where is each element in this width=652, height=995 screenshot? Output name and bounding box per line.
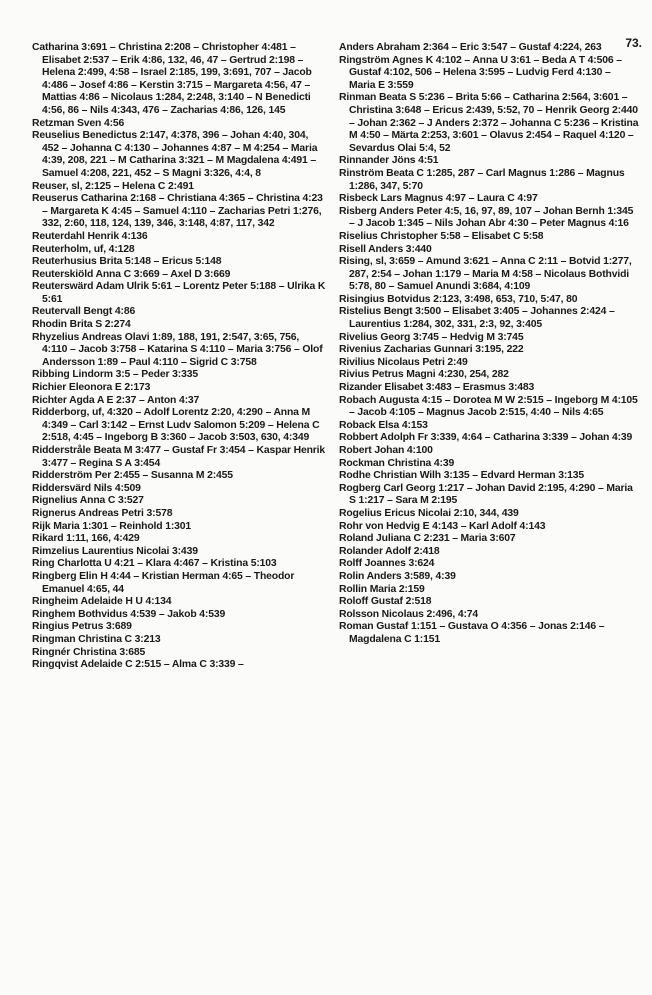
index-entry: Rohr von Hedvig E 4:143 – Karl Adolf 4:143 — [339, 520, 546, 532]
index-entry: Roland Juliana C 2:231 – Maria 3:607 — [339, 533, 516, 545]
index-entry: Roman Gustaf 1:151 – Gustava O 4:356 – Jonas 2:146 – Magdalena C 1:151 — [339, 621, 605, 645]
index-entry: Robbert Adolph Fr 3:339, 4:64 – Catharina 3:339 – Johan 4:39 — [339, 432, 633, 444]
index-entry: Reuselius Benedictus 2:147, 4:378, 396 – Johan 4:40, 304, 452 – Johanna C 4:130 – Johannes 4:87 – M 4:254 – Maria 4:39, 208, 221 – M Catharina 3:321 – M Magdalena 4:491 – Samuel 4:208, 221, 452 – S Magni 3:326, 4:4, 8 — [32, 130, 318, 179]
page-number: 73. — [625, 36, 642, 50]
index-entry: Reuterholm, uf, 4:128 — [32, 243, 135, 255]
index-entry: Rockman Christina 4:39 — [339, 457, 455, 469]
index-entry: Rogberg Carl Georg 1:217 – Johan David 2:195, 4:290 – Maria S 1:217 – Sara M 2:195 — [339, 482, 633, 507]
index-entry: Rhodin Brita S 2:274 — [32, 319, 131, 331]
index-entry: Rinnander Jöns 4:51 — [339, 155, 439, 167]
index-entry: Reuserus Catharina 2:168 – Christiana 4:365 – Christina 4:23 – Margareta K 4:45 – Samuel 4:110 – Zacharias Petri 1:276, 332, 2:60, 118, 124, 139, 346, 3:148, 4:87, 117, 342 — [32, 193, 323, 230]
index-entry: Risingius Botvidus 2:123, 3:498, 653, 710, 5:47, 80 — [339, 293, 578, 305]
index-entry: Ridderström Per 2:455 – Susanna M 2:455 — [32, 470, 233, 482]
index-entry: Reuterswärd Adam Ulrik 5:61 – Lorentz Peter 5:188 – Ulrika K 5:61 — [32, 281, 326, 305]
index-entry: Riselius Christopher 5:58 – Elisabet C 5:58 — [339, 230, 544, 242]
index-entry: Rodhe Christian Wilh 3:135 – Edvard Herman 3:135 — [339, 470, 585, 482]
index-entry: Ristelius Bengt 3:500 – Elisabet 3:405 – Johannes 2:424 – Laurentius 1:284, 302, 331, 2:3, 92, 3:405 — [339, 306, 615, 331]
index-entry: Rivenius Zacharias Gunnari 3:195, 222 — [339, 344, 524, 356]
index-entry: Riddersvärd Nils 4:509 — [32, 482, 141, 494]
index-entry: Risberg Anders Peter 4:5, 16, 97, 89, 107 – Johan Bernh 1:345 – J Jacob 1:345 – Nils Johan Abr 4:30 – Peter Magnus 4:16 — [339, 205, 634, 230]
index-entry: Risbeck Lars Magnus 4:97 – Laura C 4:97 — [339, 193, 538, 205]
index-entry: Risell Anders 3:440 — [339, 243, 432, 255]
index-entry: Richier Eleonora E 2:173 — [32, 382, 151, 394]
index-entry: Reuterdahl Henrik 4:136 — [32, 230, 148, 242]
index-entry: Ringman Christina C 3:213 — [32, 633, 161, 645]
index-entry: Richter Agda A E 2:37 – Anton 4:37 — [32, 394, 200, 406]
index-column-right — [339, 42, 639, 647]
index-entry: Ringström Agnes K 4:102 – Anna U 3:61 – Beda A T 4:506 – Gustaf 4:102, 506 – Helena 3:595 – Ludvig Ferd 4:130 – Maria E 3:559 — [339, 54, 622, 91]
index-entry: Ribbing Lindorm 3:5 – Peder 3:335 — [32, 369, 198, 381]
index-entry: Rivilius Nicolaus Petri 2:49 — [339, 356, 468, 368]
index-entry: Retzman Sven 4:56 — [32, 117, 125, 129]
index-entry: Ringqvist Adelaide C 2:515 – Alma C 3:339 – — [32, 659, 244, 671]
index-entry: Rinman Beata S 5:236 – Brita 5:66 – Catharina 2:564, 3:601 – Christina 3:648 – Ericus 2:439, 5:52, 70 – Henrik Georg 2:440 – Johan 2:362 – J Anders 2:372 – Johanna C 5:236 – Kristina M 4:50 – Märta 2:253, 3:601 – Olavus 2:454 – Raquel 4:120 – Sevardus Olai 5:4, 52 — [339, 92, 639, 154]
index-entry: Catharina 3:691 – Christina 2:208 – Christopher 4:481 – Elisabet 2:537 – Erik 4:86, 132, 46, 47 – Gertrud 2:198 – Helena 2:499, 4:58 – Israel 2:185, 199, 3:691, 707 – Jacob 4:486 – Josef 4:86 – Kerstin 3:715 – Margareta 4:56, 47 – Mattias 4:86 – Nicolaus 1:284, 2:248, 3:140 – N Benedicti 4:56, 86 – Nils 4:343, 476 – Zacharias 4:86, 126, 145 — [32, 42, 312, 116]
index-entry: Roback Elsa 4:153 — [339, 419, 428, 431]
index-entry: Robert Johan 4:100 — [339, 445, 433, 456]
index-entry: Ridderstråle Beata M 3:477 – Gustaf Fr 3:454 – Kaspar Henrik 3:477 – Regina S A 3:454 — [32, 445, 326, 469]
index-entry: Ringius Petrus 3:689 — [32, 621, 132, 633]
index-entry: Rolsson Nicolaus 2:496, 4:74 — [339, 608, 479, 620]
index-entry: Rijk Maria 1:301 – Reinhold 1:301 — [32, 520, 192, 532]
index-entry: Rogelius Ericus Nicolai 2:10, 344, 439 — [339, 507, 519, 519]
index-entry: Ringhem Bothvidus 4:539 – Jakob 4:539 — [32, 608, 226, 620]
index-entry: Roloff Gustaf 2:518 — [339, 596, 432, 608]
index-entry: Robach Augusta 4:15 – Dorotea M W 2:515 – Ingeborg M 4:105 – Jacob 4:105 – Magnus Jacob 2:515, 4:40 – Nils 4:65 — [339, 394, 638, 419]
index-entry: Rivius Petrus Magni 4:230, 254, 282 — [339, 369, 509, 381]
index-entry: Rignerus Andreas Petri 3:578 — [32, 507, 173, 519]
index-entry: Rhyzelius Andreas Olavi 1:89, 188, 191, 2:547, 3:65, 756, 4:110 – Jacob 3:758 – Katarina S 4:110 – Maria 3:756 – Olof Andersson 1:89 – Paul 4:110 – Sigrid C 3:758 — [32, 331, 323, 368]
index-entry: Reutervall Bengt 4:86 — [32, 306, 136, 318]
index-entry: Rinström Beata C 1:285, 287 – Carl Magnus 1:286 – Magnus 1:286, 347, 5:70 — [339, 167, 625, 192]
index-entry: Reuser, sl, 2:125 – Helena C 2:491 — [32, 180, 194, 192]
index-entry: Rising, sl, 3:659 – Amund 3:621 – Anna C 2:11 – Botvid 1:277, 287, 2:54 – Johan 1:179 – Maria M 4:58 – Nicolaus Bothvidi 5:78, 80 – Samuel Anundi 3:684, 4:109 — [339, 256, 632, 293]
index-entry: Rimzelius Laurentius Nicolai 3:439 — [32, 545, 198, 557]
index-entry: Reuterhusius Brita 5:148 – Ericus 5:148 — [32, 256, 222, 268]
index-entry: Rikard 1:11, 166, 4:429 — [32, 533, 140, 545]
index-entry: Ringnér Christina 3:685 — [32, 646, 146, 658]
index-column-left — [32, 42, 326, 672]
index-entry: Rizander Elisabet 3:483 – Erasmus 3:483 — [339, 382, 535, 394]
index-entry: Rignelius Anna C 3:527 — [32, 495, 144, 507]
index-entry: Rolff Joannes 3:624 — [339, 558, 435, 570]
index-entry: Ridderborg, uf, 4:320 – Adolf Lorentz 2:20, 4:290 – Anna M 4:349 – Carl 3:142 – Ernst Ludv Salomon 5:209 – Helena C 2:518, 4:45 – Ingeborg B 3:360 – Jacob 3:503, 630, 4:349 — [32, 407, 320, 444]
index-entry: Rolin Anders 3:589, 4:39 — [339, 570, 456, 582]
index-entry: Anders Abraham 2:364 – Eric 3:547 – Gustaf 4:224, 263 — [339, 42, 602, 53]
index-entry: Rolander Adolf 2:418 — [339, 545, 440, 557]
index-entry: Reuterskiöld Anna C 3:669 – Axel D 3:669 — [32, 268, 231, 280]
index-entry: Rollin Maria 2:159 — [339, 583, 425, 595]
index-entry: Ringheim Adelaide H U 4:134 — [32, 596, 172, 608]
index-entry: Ring Charlotta U 4:21 – Klara 4:467 – Kristina 5:103 — [32, 558, 277, 570]
index-entry: Rivelius Georg 3:745 – Hedvig M 3:745 — [339, 331, 524, 343]
index-entry: Ringberg Elin H 4:44 – Kristian Herman 4:65 – Theodor Emanuel 4:65, 44 — [32, 570, 295, 595]
